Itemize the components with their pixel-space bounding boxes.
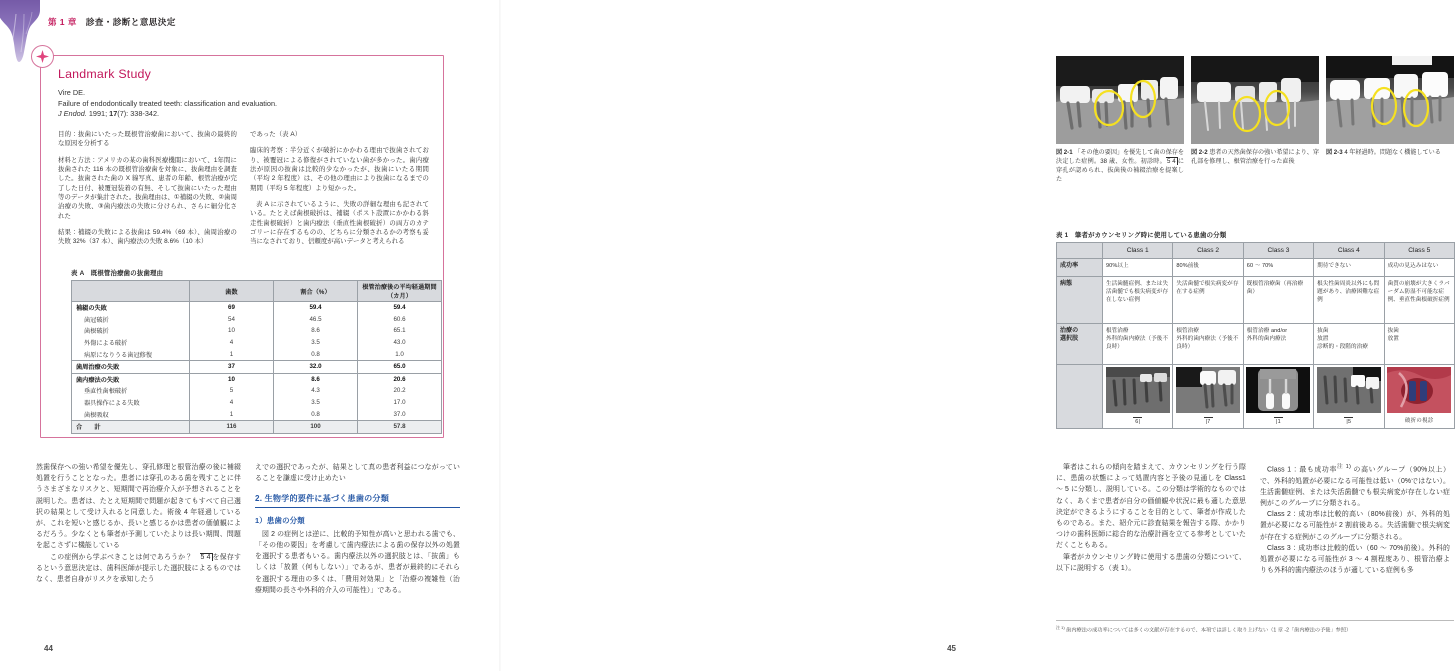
table-a-row-label: 歯根破折 [72, 325, 190, 337]
table-a-cell: 4 [190, 337, 274, 349]
table-a-cell: 3.5 [274, 337, 358, 349]
left-body-column-1 [36, 462, 241, 596]
class-3-label: Class 3 [1267, 544, 1291, 552]
table-a-row-label: 歯内療法の失敗 [72, 373, 190, 385]
table-1-success-rate-cell: 60 ～ 70% [1243, 259, 1313, 277]
table-1-success-rate-cell: 期待できない [1314, 259, 1384, 277]
table-a-row-label: 補綴の失敗 [72, 302, 190, 314]
footnote-marker: 注 1) [1056, 625, 1065, 630]
tooth-notation-fig21: 5 4 [1166, 158, 1176, 166]
class-2-text: ：成功率は比較的高い（80%前後）が、外科的処置が必要になる可能性が 2 割前後ある。失活歯髄で根尖病変が存在する症例がこのグループに分類される。 [1260, 511, 1450, 541]
table-1-thumbnail-label: 6| [1135, 419, 1141, 426]
figure-caption-2-2-a: 患者の天然歯保存の強い希望により、穿孔部を修理し、根管治療を行った直後 [1191, 149, 1319, 166]
table-1-success-rate-row [1057, 259, 1455, 277]
table-a-cell: 65.0 [358, 360, 442, 373]
table-a-cell: 65.1 [358, 325, 442, 337]
table-a-cell: 20.2 [358, 385, 442, 397]
table-1-thumbnail [1176, 367, 1240, 413]
table-a [71, 280, 442, 434]
landmark-clinical-discussion: 臨床的考察：半分近くが破折にかかわる理由で抜歯されており、被覆冠による修復がされていない歯が多かった。歯内療法が原因の抜歯は比較的少なかったが、抜歯にいたる期間（平均 2 年程度）は、その他の理由により抜歯になるまでの期間（平均 5 年程度）より短かった。 [250, 147, 429, 192]
figure-caption-2-1-a: 「その他の要因」を優先して歯の保存を決定した症例。38 歳、女性。初診時。 [1056, 149, 1184, 166]
citation-volume: 17 [109, 109, 118, 119]
footnote-text: 歯内療法の成功率については多くの文献が存在するので、本項では詳しく取り上げない（1 章 -2「歯内療法の予後」参照） [1066, 627, 1352, 634]
class-2-description [1260, 509, 1450, 543]
table-a-cell: 10 [190, 325, 274, 337]
class-2-label: Class 2 [1267, 511, 1291, 519]
right-body-column-2 [1260, 462, 1450, 576]
table-a-row-label: 器具操作による失敗 [72, 397, 190, 409]
left-body-col2-para-2: 図 2 の症例とは逆に、比較的予知性が高いと思われる歯でも、「その他の要因」を考慮して歯内療法による歯の保存以外の処置を選択する患者もいる。歯内療法以外の選択肢とは、「抜歯」もしくは「放置（何もしない）」であるが、患者が最終的にそれらを選択する理由の多くは、「費用対効果」と「治療の複雑性（治療期間の長さや外科的介入の可能性）」である。 [255, 530, 460, 594]
table-a-cell: 59.4 [274, 302, 358, 314]
table-1-thumbnail-label: 破折の視診 [1405, 418, 1434, 425]
table-1-options-cell: 抜歯 放置 診断的・段階的治療 [1314, 324, 1384, 365]
right-page-body [1056, 462, 1456, 576]
subsection-heading-1: 1）患歯の分類 [255, 515, 305, 525]
table-1-condition-cell: 歯質の崩壊が大きくラバーダム防湿不可能な症例、垂直性歯根破折症例 [1384, 277, 1454, 324]
table-a-cell: 0.8 [274, 348, 358, 360]
table-a-total-label: 合 計 [72, 420, 190, 433]
table-a-total-cell: 100 [274, 420, 358, 433]
landmark-study-title: Landmark Study [58, 67, 152, 81]
table-1-options-cell: 根管治療 and/or 外科的歯内療法 [1243, 324, 1313, 365]
table-a-row-label: 病原になりうる歯冠修復 [72, 348, 190, 360]
table-a-th-2: 割合（%） [274, 281, 358, 302]
table-1-image-row [1057, 365, 1455, 429]
table-a-row [72, 325, 442, 337]
table-a-cell: 4.3 [274, 385, 358, 397]
left-page-body [36, 462, 460, 596]
class-1-text-b: の高いグループ（90%以上）で、外科的処置が必要になる可能性は低い（0%ではない）。生活歯髄症例、または失活歯髄でも根尖病変が存在しない症例がこのグループに分類される。 [1260, 466, 1450, 507]
table-1-options-row [1057, 324, 1455, 365]
figure-cell-2-1 [1056, 56, 1184, 184]
table-a-row [72, 385, 442, 397]
table-a-cell: 32.0 [274, 360, 358, 373]
citation-journal: J Endod. [58, 109, 87, 119]
table-1-th-class-5: Class 5 [1384, 243, 1454, 259]
class-1-description [1260, 462, 1450, 509]
table-a-row [72, 302, 442, 314]
page-right [500, 0, 1450, 671]
table-1-wrapper [1056, 230, 1454, 429]
table-a-row [72, 337, 442, 349]
radiograph-2-1 [1056, 56, 1184, 144]
table-1-image-cell [1103, 365, 1173, 429]
figure-number-2-3: 図 2-3 [1326, 149, 1343, 156]
table-a-total-cell: 57.8 [358, 420, 442, 433]
tooth-notation-54: 5 4 [200, 553, 211, 561]
citation-author: Vire DE. [58, 88, 86, 97]
table-1-options-row-label: 治療の 選択肢 [1057, 324, 1103, 365]
table-1-caption: 表 1 筆者がカウンセリング時に使用している患歯の分類 [1056, 232, 1227, 239]
table-a-wrapper [71, 268, 441, 434]
page-number-left: 44 [44, 644, 53, 653]
table-a-cell: 20.6 [358, 373, 442, 385]
table-1-image-row-label [1057, 365, 1103, 429]
table-1-condition-cell: 失活歯髄で根尖病変が存在する症例 [1173, 277, 1243, 324]
table-1-success-rate-row-label: 成功率 [1057, 259, 1103, 277]
landmark-study-columns [58, 130, 430, 254]
table-1-thumbnail [1387, 367, 1451, 413]
table-a-row-label: 歯周治療の失敗 [72, 360, 190, 373]
citation-year: 1991; [86, 109, 110, 119]
table-1-thumbnail [1106, 367, 1170, 413]
table-a-th-3: 根管治療後の平均経過期間（カ月） [358, 281, 442, 302]
table-a-total-cell: 116 [190, 420, 274, 433]
table-a-cell: 17.0 [358, 397, 442, 409]
right-body-para-1: 筆者はこれらの傾向を踏まえて、カウンセリングを行う際に、患歯の状態によって処置内容と予後の見通しを Class1 ～ 5 に分類し、説明している。この分類は学術的なものではなく、あくまで患者が自分の価値観や状況に最も適した意思決定ができるようにすることを目的として、筆者が作成したものである。また、紹介元に診査結果を報告する際、かかりつけの歯科医師に総合的な治療計画を立てる参考としていただくこともある。 [1056, 464, 1246, 550]
table-1-thumbnail-label: |1 [1275, 419, 1281, 426]
radiograph-2-2 [1191, 56, 1319, 144]
table-1 [1056, 242, 1455, 429]
table-a-cell: 0.8 [274, 408, 358, 420]
table-a-cell: 54 [190, 314, 274, 326]
landmark-column-2 [250, 130, 429, 254]
table-1-options-cell: 根管治療 外科的歯内療法（予後不良時） [1173, 324, 1243, 365]
citation-article-title: Failure of endodontically treated teeth: classification and evaluation. [58, 98, 278, 108]
table-1-th-class-3: Class 3 [1243, 243, 1313, 259]
table-a-cell: 10 [190, 373, 274, 385]
table-a-cell: 43.0 [358, 337, 442, 349]
table-a-row-label: 垂直性歯根破折 [72, 385, 190, 397]
table-a-row-label: 歯冠破折 [72, 314, 190, 326]
figure-caption-2-3-a: 4 年経過時。問題なく機能している [1344, 149, 1441, 156]
landmark-column-1 [58, 130, 237, 254]
table-1-header-row [1057, 243, 1455, 259]
table-a-th-0 [72, 281, 190, 302]
landmark-methods: 材料と方法：アメリカの某の歯科医療機関において、1年間に抜歯された 116 本の既根管治療歯を対象に、抜歯理由を調査した。抜歯された歯の X 線写真、患者の年齢、根管治療が完了した日付、被覆冠装着の有無、そして抜歯にいたった理由等のデータが集計された。抜歯理由は、①補綴の失敗、②歯周治療の失敗、③歯内療法の失敗に分けられ、さらに細分化された [58, 156, 238, 220]
left-body-column-2 [255, 462, 460, 596]
landmark-study-citation [58, 88, 428, 120]
landmark-results-cont: であった（表 A） [250, 131, 302, 138]
figure-number-2-1: 図 2-1 [1056, 149, 1073, 156]
left-body-col2-para-1: えでの選択であったが、結果として真の患者利益につながっていることを謙虚に受け止めたい [255, 464, 460, 483]
table-a-cell: 5 [190, 385, 274, 397]
table-1-success-rate-cell: 90%以上 [1103, 259, 1173, 277]
table-a-body [72, 302, 442, 434]
table-1-thumbnail [1246, 367, 1310, 413]
table-a-cell: 60.6 [358, 314, 442, 326]
table-a-cell: 69 [190, 302, 274, 314]
table-1-condition-cell: 既根管治療歯（再治療歯） [1243, 277, 1313, 324]
table-a-row [72, 373, 442, 385]
right-body-column-1 [1056, 462, 1246, 576]
table-a-cell: 3.5 [274, 397, 358, 409]
table-1-body [1057, 259, 1455, 429]
diamond-badge-icon [31, 45, 54, 68]
table-a-cell: 1 [190, 408, 274, 420]
class-1-text-a: ：最も成功率 [1291, 466, 1338, 474]
figure-cell-2-3 [1326, 56, 1454, 184]
table-1-image-cell [1173, 365, 1243, 429]
figure-caption-2-1 [1056, 148, 1184, 184]
table-a-row [72, 348, 442, 360]
table-a-row [72, 408, 442, 420]
landmark-discussion-cont: 表 A に示されているように、失敗の詳細な理由も記されている。たとえば歯根破折は、補綴（ポスト設置にかかわる斜走性歯根破折）と歯内療法（垂直性歯根破折）の両方のカテゴリーに存在するものの、どちらに分類されるかの考察も妥当になされており、信頼度が高いデータと考えられる [250, 201, 429, 246]
figure-caption-2-3 [1326, 148, 1454, 157]
table-1-condition-cell: 生活歯髄症例、または失活歯髄でも根尖病変が存在しない症例 [1103, 277, 1173, 324]
table-a-row [72, 360, 442, 373]
table-1-thumbnail [1317, 367, 1381, 413]
table-1-image-cell [1314, 365, 1384, 429]
table-a-caption: 表 A 既根管治療歯の抜歯理由 [71, 270, 164, 277]
table-1-th-class-4: Class 4 [1314, 243, 1384, 259]
table-1-image-cell [1384, 365, 1454, 429]
table-a-header-row [72, 281, 442, 302]
citation-issue-pages: (7): 338-342. [117, 109, 160, 119]
table-a-row [72, 314, 442, 326]
table-a-row-label: 外傷による破折 [72, 337, 190, 349]
table-1-success-rate-cell: 成功の見込みはない [1384, 259, 1454, 277]
running-head-chapter: 第 1 章 [48, 17, 77, 27]
section-heading-2: 2. 生物学的要件に基づく患歯の分類 [255, 493, 460, 507]
table-1-condition-row-label: 病態 [1057, 277, 1103, 324]
right-body-para-2: 筆者がカウンセリング時に使用する患歯の分類について、以下に説明する（表 1）。 [1056, 553, 1246, 572]
table-a-cell: 37.0 [358, 408, 442, 420]
class-3-description [1260, 543, 1450, 577]
table-a-cell: 8.6 [274, 325, 358, 337]
table-a-cell: 37 [190, 360, 274, 373]
running-head [48, 16, 176, 28]
table-a-row-label: 歯根吸収 [72, 408, 190, 420]
figure-row [1056, 56, 1454, 184]
radiograph-2-3 [1326, 56, 1454, 144]
running-head-title: 診査・診断と意思決定 [85, 17, 176, 27]
table-1-corner-cell [1057, 243, 1103, 259]
class-3-text: ：成功率は比較的低い（60 ～ 70%前後）。外科的処置が必要になる可能性が 3 ～ 4 割程度あり、根管治療よりも外科的歯内療法のほうが適している症例も多 [1260, 544, 1450, 575]
table-1-condition-cell: 根尖性歯周炎以外にも問題があり、治療困難な症例 [1314, 277, 1384, 324]
left-body-para-1: 然歯保存への強い希望を優先し、穿孔修理と根管治療の後に補綴処置を行うこととなった。患者には穿孔のある歯を残すことに伴うさまざまなリスクと、短期間で再治療介入が予想されることを説明した。患者は、たとえ短期間で問題が起きてもすべて自己選択の結果として受け入れると同意した。術後 4 年経過しているが、これを短いと感じるか、長いと感じるかは患者の価値観によるだろう。少なくとも筆者が予測していたよりは長い期間、問題を起こさずに機能している [36, 464, 241, 550]
table-a-cell: 4 [190, 397, 274, 409]
table-1-image-cell [1243, 365, 1313, 429]
table-1-success-rate-cell: 80%前後 [1173, 259, 1243, 277]
landmark-study-box [40, 55, 444, 438]
table-a-cell: 1 [190, 348, 274, 360]
table-1-th-class-1: Class 1 [1103, 243, 1173, 259]
figure-cell-2-2 [1191, 56, 1319, 184]
figure-caption-2-1-b: に穿孔が認められ、抜歯後の補綴治療を提案した [1056, 158, 1184, 184]
citation-source [58, 109, 428, 120]
table-a-cell: 8.6 [274, 373, 358, 385]
table-a-th-1: 歯数 [190, 281, 274, 302]
left-body-para-2 [36, 552, 241, 586]
table-1-condition-row [1057, 277, 1455, 324]
table-1-thumbnail-label: |7 [1205, 419, 1211, 426]
table-a-cell: 46.5 [274, 314, 358, 326]
figure-caption-2-2 [1191, 148, 1319, 166]
left-body-para-2b: を保存するという意思決定は、歯科医師が提示した選択肢によるものではなく、患者自身がリスクを承知したう [36, 553, 242, 584]
table-a-cell: 59.4 [358, 302, 442, 314]
left-body-para-2a: この症例から学ぶべきことは何であろうか？ [43, 553, 200, 561]
page-left [0, 0, 500, 671]
table-1-options-cell: 根管治療 外科的歯内療法（予後不良時） [1103, 324, 1173, 365]
table-1-th-class-2: Class 2 [1173, 243, 1243, 259]
landmark-results: 結果：補綴の失敗による抜歯は 59.4%（69 本）、歯周治療の失敗 32%（37 本）、歯内療法の失敗 8.6%（10 本） [58, 229, 237, 246]
class-1-footnote-marker: 注 1) [1337, 464, 1351, 470]
landmark-purpose: 目的：抜歯にいたった既根管治療歯において、抜歯の最終的な原因を分析する [58, 131, 237, 148]
class-1-label: Class 1 [1267, 466, 1292, 474]
table-1-thumbnail-label: |5 [1346, 419, 1352, 426]
page-number-right: 45 [947, 644, 956, 653]
table-a-row [72, 397, 442, 409]
footnote [1056, 620, 1454, 635]
table-a-cell: 1.0 [358, 348, 442, 360]
figure-number-2-2: 図 2-2 [1191, 149, 1208, 156]
table-1-options-cell: 抜歯 放置 [1384, 324, 1454, 365]
table-a-total-row [72, 420, 442, 433]
